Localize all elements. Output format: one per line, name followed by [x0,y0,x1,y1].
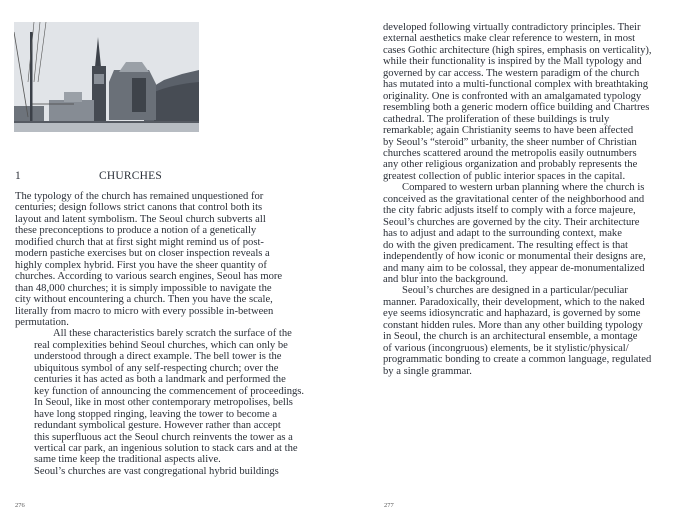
text-line: and blur into the background. [383,273,509,285]
text-line: the city fabric adjusts itself to comply with a force majeure, [383,205,636,217]
right-page [350,0,700,532]
text-line: programmatic bonding to create a common language, regulated [383,354,652,366]
text-line: centuries; design follows strict canons that control both its [15,202,263,214]
text-line: constant hidden rules. More than any other building typology [383,319,643,331]
text-line: has to adjust and adapt to the surrounding context, make [383,228,622,240]
text-line: In Seoul, like in most other contemporary metropolises, bells [34,397,293,409]
paragraph [383,22,683,182]
chapter-title: CHURCHES [99,170,162,182]
text-line: key function of announcing the commencement of proceedings. [34,385,305,397]
text-line: any other religious organization and probably represents the [383,159,638,171]
text-line: remarkable; again Christianity seems to have been affected [383,125,634,137]
text-line: manner. Paradoxically, their development, which to the naked [383,296,645,308]
text-line: independently of how iconic or monumental their designs are, [383,251,646,263]
text-line: cases Gothic architecture (high spires, emphasis on verticality), [383,44,652,56]
text-line: originality. One is confronted with an amalgamated typology [383,90,642,102]
paragraph [383,182,683,285]
text-line: vertical car park, an ingenious solution to stack cars and at the [34,442,298,454]
text-line: of various (incongruous) elements, be it stylistic/physical/ [383,342,629,354]
text-line: greatest collection of public interior spaces in the capital. [383,170,626,182]
text-line: conceived as the gravitational center of the neighborhood and [383,193,645,205]
text-line: city without encountering a church. Then you have the scale, [15,294,273,306]
text-line: resembling both a generic modern office building and Chartres [383,102,650,114]
text-line: Seoul’s churches are designed in a particular/peculiar [402,285,628,297]
paragraph [383,285,683,377]
chapter-number: 1 [15,170,21,182]
text-line: this superfluous act the Seoul church reinvents the tower as a [34,431,293,443]
text-line: layout and latent symbolism. The Seoul church subverts all [15,213,266,225]
text-line: Seoul’s churches are vast congregational hybrid buildings [34,465,279,477]
text-line: All these characteristics barely scratch the surface of the [53,328,292,340]
text-line: permutation. [15,316,69,328]
text-line: than 48,000 churches; it is simply impossible to navigate the [15,282,272,294]
text-line: eye seems idiosyncratic and haphazard, is governed by some [383,308,641,320]
text-line: The typology of the church has remained unquestioned for [15,191,264,202]
text-line: cathedral. The proliferation of these buildings is truly [383,113,610,125]
text-line: in Seoul, the church is an architectural ensemble, a montage [383,331,638,343]
text-line: have long stopped ringing, leaving the tower to become a [34,408,277,420]
paragraph [15,191,315,328]
text-line: same time keep the traditional aspects alive. [34,454,221,466]
text-line: by a single grammar. [383,365,472,377]
paragraph [15,466,315,477]
text-line: redundant symbolical gesture. However rather than accept [34,420,281,432]
text-line: developed following virtually contradictory principles. Their [383,22,641,33]
text-line: highly complex hybrid. First you have the sheer quantity of [15,259,267,271]
text-line: churches. According to various search engines, Seoul has more [15,271,283,283]
church-photo-illustration [14,22,199,132]
text-line: while their functionality is inspired by the Mall typology and [383,56,642,68]
text-line: understood through a direct example. The bell tower is the [34,351,282,363]
text-line: these preconceptions to produce a notion of a genetically [15,225,257,237]
text-line: ubiquitous symbol of any self-respecting church; over the [34,362,279,374]
text-line: modern pastiche exercises but on closer inspection reveals a [15,248,270,260]
text-line: modified church that at first sight might remind us of post- [15,236,264,248]
text-line: Seoul’s churches are governed by the city. Their architecture [383,216,640,228]
text-line: has mutated into a multi-functional complex with breathtaking [383,79,649,91]
text-line: Compared to western urban planning where the church is [402,182,645,194]
page-number: 277 [384,502,394,509]
text-line: external aesthetics make clear reference to western, in most [383,33,636,45]
text-line: literally from macro to micro with every possible in-between [15,305,274,317]
right-body-text [383,22,683,377]
text-line: and many aim to be colossal, they appear de-monumentalized [383,262,645,274]
text-line: real complexities behind Seoul churches, which can only be [34,339,288,351]
text-line: churches scattered around the metropolis easily outnumbers [383,147,637,159]
page-number: 276 [15,502,25,509]
text-line: do with the given predicament. The resulting effect is that [383,239,628,251]
text-line: governed by car access. The western paradigm of the church [383,67,640,79]
text-line: centuries it has acted as both a landmark and performed the [34,374,286,386]
left-body-text [15,191,315,477]
church-photo [14,22,199,132]
paragraph [15,328,315,465]
text-line: by Seoul’s “steroid” urbanity, the sheer number of Christian [383,136,637,148]
